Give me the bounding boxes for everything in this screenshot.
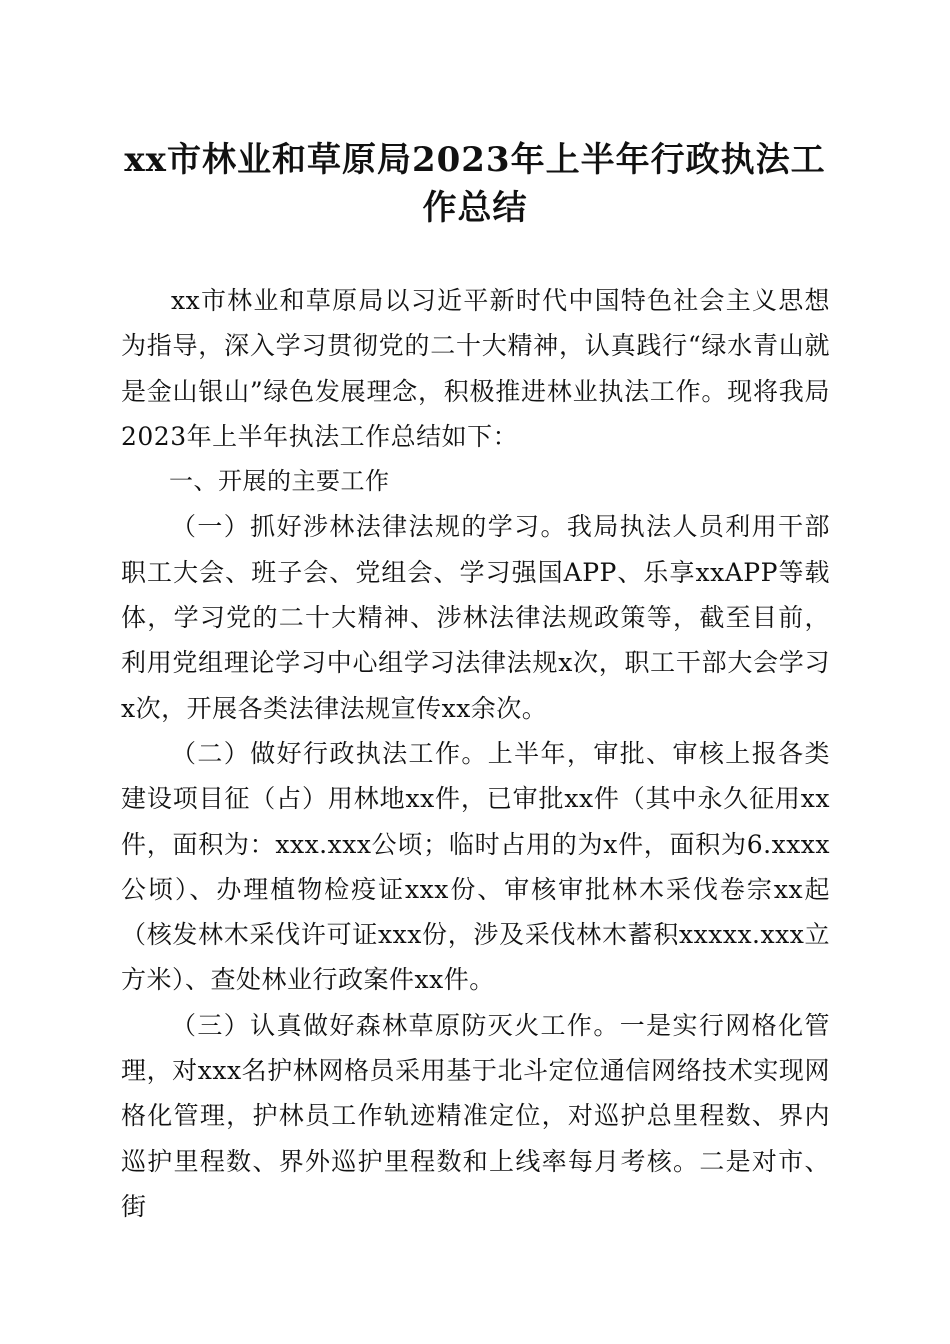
item-2-lead: （二）做好行政执法工作。	[171, 738, 488, 768]
section-heading-main-work: 一、开展的主要工作	[169, 467, 390, 496]
item-3-text: 一是实行网格化管理，对xxx名护林网格员采用基于北斗定位通信网络技术实现网格化管理，护林员工作轨迹精准定位，对巡护总里程数、界内巡护里程数、界外巡护里程数和上线率每月考核。二是对市、街	[121, 1010, 830, 1221]
intro-paragraph: xx市林业和草原局以习近平新时代中国特色社会主义思想为指导，深入学习贯彻党的二十大精神，认真践行“绿水青山就是金山银山”绿色发展理念，积极推进林业执法工作。现将我局2023年上半年执法工作总结如下：	[121, 286, 830, 451]
document-title: xx市林业和草原局2023年上半年行政执法工作总结	[124, 140, 826, 228]
item-2-text: 上半年，审批、审核上报各类建设项目征（占）用林地xx件，已审批xx件（其中永久征用xx件，面积为：xxx.xxx公顷；临时占用的为x件，面积为6.xxxx公顷）、办理植物检疫证xxx份、审核审批林木采伐卷宗xx起（核发林木采伐许可证xxx份，涉及采伐林木蓄积xxxxx.xxx立方米）、查处林业行政案件xx件。	[121, 738, 830, 995]
item-1-text: 我局执法人员利用干部职工大会、班子会、党组会、学习强国APP、乐享xxAPP等载体，学习党的二十大精神、涉林法律法规政策等，截至目前，利用党组理论学习中心组学习法律法规x次，职工干部大会学习x次，开展各类法律法规宣传xx余次。	[121, 512, 830, 723]
item-3-lead: （三）认真做好森林草原防灭火工作。	[171, 1010, 620, 1040]
item-paragraph-3	[121, 1003, 830, 1229]
item-paragraph-2	[121, 731, 830, 1003]
item-paragraph-1	[121, 504, 830, 730]
document-body	[121, 278, 830, 1229]
item-1-lead: （一）抓好涉林法律法规的学习。	[171, 512, 567, 542]
